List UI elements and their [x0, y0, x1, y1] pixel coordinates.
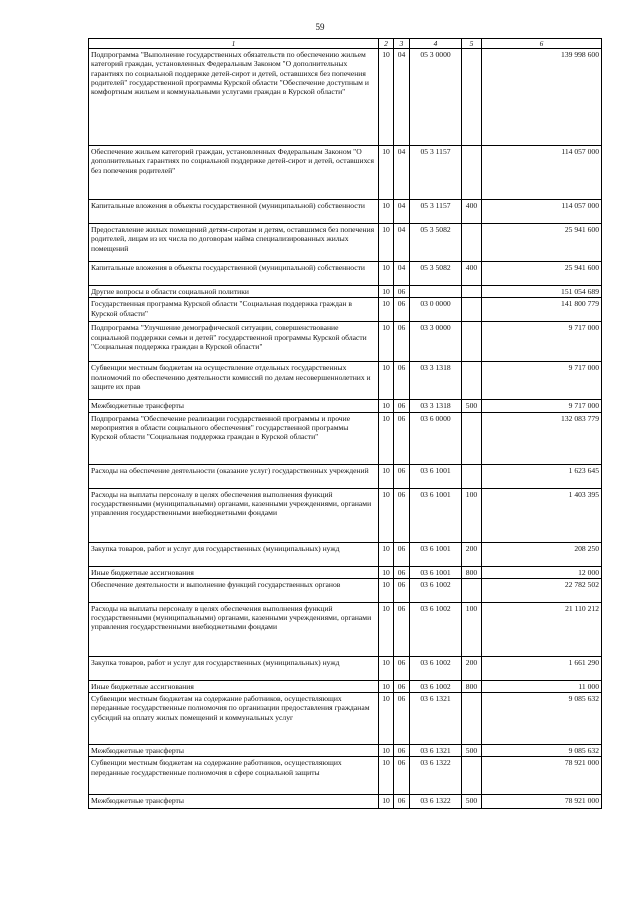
row-section-cell: 10 — [379, 362, 394, 400]
row-name-cell: Предоставление жилых помещений детям-сиротам и детям, оставшимся без попечения родителей, лицам из их числа по договорам найма специализированных жилых помещений — [89, 224, 379, 262]
row-name-cell: Межбюджетные трансферты — [89, 745, 379, 757]
column-header-name: 1 — [89, 39, 379, 49]
row-subsection-cell: 04 — [394, 224, 410, 262]
row-name-cell: Капитальные вложения в объекты государственной (муниципальной) собственности — [89, 200, 379, 224]
row-expense-type-cell: 100 — [462, 602, 482, 656]
row-name-cell: Подпрограмма "Выполнение государственных обязательств по обеспечению жильем категорий граждан, установленных Федеральным Законом "О дополнительных гарантиях по социальной поддержке детей-сирот и детей, оставшихся без попечения родителей" государственной программы Курской области "Обеспечение доступным и комфортным жильем и коммунальными услугами граждан в Курской области" — [89, 49, 379, 146]
row-subsection-cell: 06 — [394, 488, 410, 542]
row-section-cell: 10 — [379, 322, 394, 362]
row-expense-type-cell: 500 — [462, 745, 482, 757]
row-target-article-cell: 03 6 1002 — [410, 656, 462, 680]
table-row — [89, 542, 602, 566]
row-subsection-cell: 06 — [394, 286, 410, 298]
row-amount-cell: 208 250 — [482, 542, 602, 566]
row-expense-type-cell — [462, 322, 482, 362]
row-name-cell: Государственная программа Курской области "Социальная поддержка граждан в Курской области" — [89, 298, 379, 322]
row-expense-type-cell — [462, 298, 482, 322]
table-row — [89, 286, 602, 298]
row-name-cell: Межбюджетные трансферты — [89, 400, 379, 412]
row-name-cell: Иные бюджетные ассигнования — [89, 566, 379, 578]
row-subsection-cell: 06 — [394, 362, 410, 400]
row-subsection-cell: 06 — [394, 400, 410, 412]
row-name-cell: Обеспечение жильем категорий граждан, установленных Федеральным Законом "О дополнительных гарантиях по социальной поддержке детей-сирот и детей, оставшихся без попечения родителей" — [89, 146, 379, 200]
row-subsection-cell: 04 — [394, 262, 410, 286]
column-header-expense-type: 5 — [462, 39, 482, 49]
row-amount-cell: 22 782 502 — [482, 578, 602, 602]
table-row — [89, 656, 602, 680]
row-expense-type-cell: 100 — [462, 488, 482, 542]
row-subsection-cell: 04 — [394, 200, 410, 224]
row-section-cell: 10 — [379, 602, 394, 656]
column-header-subsection: 3 — [394, 39, 410, 49]
row-section-cell: 10 — [379, 757, 394, 795]
row-name-cell: Иные бюджетные ассигнования — [89, 680, 379, 692]
row-subsection-cell: 06 — [394, 412, 410, 464]
row-expense-type-cell — [462, 693, 482, 745]
row-target-article-cell: 03 6 1321 — [410, 693, 462, 745]
row-section-cell: 10 — [379, 464, 394, 488]
table-row — [89, 224, 602, 262]
row-amount-cell: 21 110 212 — [482, 602, 602, 656]
row-amount-cell: 139 998 600 — [482, 49, 602, 146]
table-row — [89, 49, 602, 146]
row-expense-type-cell — [462, 146, 482, 200]
row-section-cell: 10 — [379, 693, 394, 745]
row-amount-cell: 141 800 779 — [482, 298, 602, 322]
row-subsection-cell: 06 — [394, 795, 410, 809]
table-row — [89, 200, 602, 224]
row-target-article-cell: 03 3 0000 — [410, 322, 462, 362]
row-section-cell: 10 — [379, 656, 394, 680]
row-section-cell: 10 — [379, 146, 394, 200]
row-section-cell: 10 — [379, 298, 394, 322]
column-header-amount: 6 — [482, 39, 602, 49]
row-expense-type-cell: 200 — [462, 542, 482, 566]
row-amount-cell: 78 921 000 — [482, 757, 602, 795]
row-target-article-cell: 03 6 1001 — [410, 566, 462, 578]
row-amount-cell: 25 941 600 — [482, 262, 602, 286]
row-expense-type-cell: 500 — [462, 795, 482, 809]
row-amount-cell: 1 623 645 — [482, 464, 602, 488]
table-body — [89, 49, 602, 809]
row-target-article-cell: 03 6 1322 — [410, 757, 462, 795]
row-amount-cell: 9 717 000 — [482, 362, 602, 400]
table-row — [89, 298, 602, 322]
row-expense-type-cell: 200 — [462, 656, 482, 680]
row-amount-cell: 132 083 779 — [482, 412, 602, 464]
row-target-article-cell: 05 3 5082 — [410, 224, 462, 262]
row-expense-type-cell — [462, 224, 482, 262]
row-name-cell: Субвенции местным бюджетам на содержание работников, осуществляющих переданные государственные полномочия по организации предоставления гражданам субсидий на оплату жилых помещений и коммунальных услуг — [89, 693, 379, 745]
row-subsection-cell: 06 — [394, 566, 410, 578]
row-section-cell: 10 — [379, 49, 394, 146]
column-header-section: 2 — [379, 39, 394, 49]
row-subsection-cell: 06 — [394, 602, 410, 656]
row-subsection-cell: 06 — [394, 693, 410, 745]
row-name-cell: Расходы на выплаты персоналу в целях обеспечения выполнения функций государственными (муниципальными) органами, казенными учреждениями, органами управления государственными внебюджетными фондами — [89, 488, 379, 542]
row-target-article-cell: 03 6 0000 — [410, 412, 462, 464]
row-expense-type-cell: 800 — [462, 566, 482, 578]
table-row — [89, 322, 602, 362]
row-name-cell: Межбюджетные трансферты — [89, 795, 379, 809]
row-amount-cell: 9 085 632 — [482, 745, 602, 757]
row-amount-cell: 9 085 632 — [482, 693, 602, 745]
row-target-article-cell: 03 6 1322 — [410, 795, 462, 809]
row-section-cell: 10 — [379, 488, 394, 542]
row-target-article-cell — [410, 286, 462, 298]
row-amount-cell: 25 941 600 — [482, 224, 602, 262]
row-subsection-cell: 04 — [394, 49, 410, 146]
table-row — [89, 146, 602, 200]
row-section-cell: 10 — [379, 578, 394, 602]
row-target-article-cell: 05 3 5082 — [410, 262, 462, 286]
column-header-target-article: 4 — [410, 39, 462, 49]
table-row — [89, 488, 602, 542]
row-amount-cell: 114 057 000 — [482, 146, 602, 200]
row-amount-cell: 9 717 000 — [482, 322, 602, 362]
row-target-article-cell: 03 3 1318 — [410, 362, 462, 400]
row-name-cell: Закупка товаров, работ и услуг для государственных (муниципальных) нужд — [89, 656, 379, 680]
budget-table — [88, 38, 602, 809]
row-target-article-cell: 03 6 1321 — [410, 745, 462, 757]
row-target-article-cell: 03 0 0000 — [410, 298, 462, 322]
row-section-cell: 10 — [379, 412, 394, 464]
row-target-article-cell: 03 6 1002 — [410, 680, 462, 692]
row-expense-type-cell — [462, 412, 482, 464]
row-name-cell: Обеспечение деятельности и выполнение функций государственных органов — [89, 578, 379, 602]
row-target-article-cell: 03 6 1002 — [410, 578, 462, 602]
row-amount-cell: 114 057 000 — [482, 200, 602, 224]
row-expense-type-cell: 800 — [462, 680, 482, 692]
table-row — [89, 602, 602, 656]
row-expense-type-cell — [462, 578, 482, 602]
row-amount-cell: 1 661 290 — [482, 656, 602, 680]
row-section-cell: 10 — [379, 224, 394, 262]
row-target-article-cell: 03 6 1001 — [410, 488, 462, 542]
row-expense-type-cell: 400 — [462, 262, 482, 286]
table-row — [89, 464, 602, 488]
row-section-cell: 10 — [379, 400, 394, 412]
row-target-article-cell: 05 3 1157 — [410, 146, 462, 200]
table-row — [89, 693, 602, 745]
row-section-cell: 10 — [379, 680, 394, 692]
row-expense-type-cell: 400 — [462, 200, 482, 224]
table-row — [89, 400, 602, 412]
row-section-cell: 10 — [379, 745, 394, 757]
row-amount-cell: 11 000 — [482, 680, 602, 692]
row-target-article-cell: 03 3 1318 — [410, 400, 462, 412]
row-subsection-cell: 06 — [394, 757, 410, 795]
row-section-cell: 10 — [379, 262, 394, 286]
row-section-cell: 10 — [379, 200, 394, 224]
row-expense-type-cell — [462, 464, 482, 488]
row-subsection-cell: 06 — [394, 578, 410, 602]
row-section-cell: 10 — [379, 542, 394, 566]
row-name-cell: Субвенции местным бюджетам на содержание работников, осуществляющих переданные государственные полномочия в сфере социальной защиты — [89, 757, 379, 795]
table-row — [89, 795, 602, 809]
row-name-cell: Подпрограмма "Улучшение демографической ситуации, совершенствование социальной поддержки семьи и детей" государственной программы Курской области "Социальная поддержка граждан в Курской области" — [89, 322, 379, 362]
row-subsection-cell: 06 — [394, 322, 410, 362]
row-subsection-cell: 06 — [394, 680, 410, 692]
row-name-cell: Расходы на выплаты персоналу в целях обеспечения выполнения функций государственными (муниципальными) органами, казенными учреждениями, органами управления государственными внебюджетными фондами — [89, 602, 379, 656]
row-name-cell: Закупка товаров, работ и услуг для государственных (муниципальных) нужд — [89, 542, 379, 566]
table-row — [89, 578, 602, 602]
row-name-cell: Подпрограмма "Обеспечение реализации государственной программы и прочие мероприятия в области социального обеспечения" государственной программы Курской области "Социальная поддержка граждан в Курской области" — [89, 412, 379, 464]
row-section-cell: 10 — [379, 566, 394, 578]
row-expense-type-cell — [462, 49, 482, 146]
row-amount-cell: 12 000 — [482, 566, 602, 578]
row-name-cell: Капитальные вложения в объекты государственной (муниципальной) собственности — [89, 262, 379, 286]
row-amount-cell: 151 054 689 — [482, 286, 602, 298]
row-name-cell: Расходы на обеспечение деятельности (оказание услуг) государственных учреждений — [89, 464, 379, 488]
table-row — [89, 412, 602, 464]
row-subsection-cell: 06 — [394, 464, 410, 488]
row-expense-type-cell: 500 — [462, 400, 482, 412]
row-target-article-cell: 05 3 0000 — [410, 49, 462, 146]
row-amount-cell: 1 403 395 — [482, 488, 602, 542]
row-section-cell: 10 — [379, 795, 394, 809]
table-row — [89, 745, 602, 757]
row-expense-type-cell — [462, 362, 482, 400]
row-name-cell: Субвенции местным бюджетам на осуществление отдельных государственных полномочий по обеспечению деятельности комиссий по делам несовершеннолетних и защите их прав — [89, 362, 379, 400]
page-number: 59 — [315, 22, 325, 32]
table-header-row — [89, 39, 602, 49]
row-expense-type-cell — [462, 286, 482, 298]
row-amount-cell: 9 717 000 — [482, 400, 602, 412]
table-row — [89, 566, 602, 578]
row-subsection-cell: 06 — [394, 298, 410, 322]
row-subsection-cell: 06 — [394, 656, 410, 680]
row-target-article-cell: 03 6 1001 — [410, 542, 462, 566]
row-amount-cell: 78 921 000 — [482, 795, 602, 809]
row-section-cell: 10 — [379, 286, 394, 298]
row-target-article-cell: 03 6 1002 — [410, 602, 462, 656]
row-subsection-cell: 06 — [394, 745, 410, 757]
table-row — [89, 757, 602, 795]
row-expense-type-cell — [462, 757, 482, 795]
row-subsection-cell: 06 — [394, 542, 410, 566]
table-row — [89, 680, 602, 692]
table-row — [89, 262, 602, 286]
table-row — [89, 362, 602, 400]
row-target-article-cell: 05 3 1157 — [410, 200, 462, 224]
row-name-cell: Другие вопросы в области социальной политики — [89, 286, 379, 298]
row-subsection-cell: 04 — [394, 146, 410, 200]
row-target-article-cell: 03 6 1001 — [410, 464, 462, 488]
